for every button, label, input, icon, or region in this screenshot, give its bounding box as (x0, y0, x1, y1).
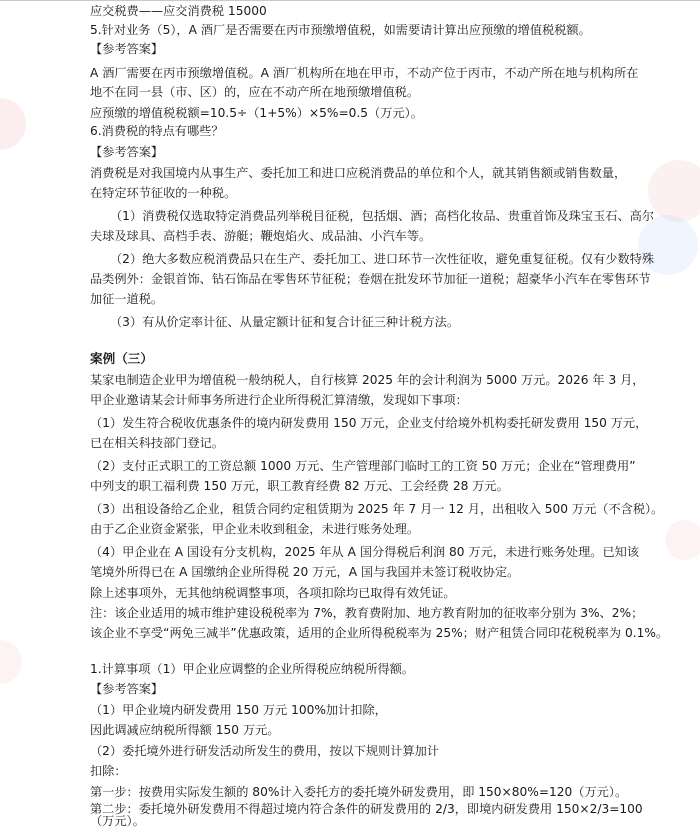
answer-line: 地不在同一县（市、区）的，应在不动产所在地预缴增值税。 (90, 85, 420, 99)
case-item-4: （4）甲企业在 A 国设有分支机构，2025 年从 A 国分得税后利润 80 万元，未进行账务处理。已知该 (90, 545, 640, 559)
case-line: 除上述事项外，无其他纳税调整事项，各项扣除均已取得有效凭证。 (90, 586, 456, 600)
case-heading: 案例（三） (90, 351, 153, 366)
question-6: 6.消费税的特点有哪些？ (90, 124, 224, 138)
question-5: 5.针对业务（5），A 酒厂是否需要在丙市预缴增值税，如需要请计算出应预缴的增值税税额。 (90, 23, 591, 37)
answer-heading: 【参考答案】 (90, 145, 164, 159)
answer-line: （1）甲企业境内研发费用 150 万元 100%加计扣除， (90, 703, 387, 717)
answer-line: 夫球及球具、高档手表、游艇；鞭炮焰火、成品油、小汽车等。 (90, 229, 432, 243)
answer-line: （1）消费税仅选取特定消费品列举税目征税，包括烟、酒；高档化妆品、贵重首饰及珠宝玉石、高尔 (110, 209, 655, 223)
answer-line: 因此调减应纳税所得额 150 万元。 (90, 723, 280, 737)
answer-line: （2）委托境外进行研发活动所发生的费用，按以下规则计算加计 (90, 744, 440, 758)
case-note: 注：该企业适用的城市维护建设税税率为 7%，教育费附加、地方教育附加的征收率分别为 3%、2%； (90, 606, 644, 620)
case-line: 某家电制造企业甲为增值税一般纳税人，自行核算 2025 年的会计利润为 5000 万元。2026 年 3 月， (90, 373, 645, 387)
answer-line: 在特定环节征收的一种税。 (90, 186, 237, 200)
answer-line: （万元）。 (90, 814, 145, 828)
answer-heading: 【参考答案】 (90, 42, 164, 56)
answer-line: 应预缴的增值税税额=10.5÷（1+5%）×5%=0.5（万元）。 (90, 106, 423, 120)
answer-line: A 酒厂需要在丙市预缴增值税。A 酒厂机构所在地在甲市，不动产位于丙市，不动产所在地与机构所在 (90, 66, 639, 80)
answer-line: 第一步：按费用实际发生额的 80%计入委托方的委托境外研发费用，即 150×80%=120（万元）。 (90, 785, 628, 799)
case-line: 中列支的职工福利费 150 万元，职工教育经费 82 万元、工会经费 28 万元。 (90, 479, 509, 493)
answer-heading: 【参考答案】 (90, 682, 164, 696)
case-item-3: （3）出租设备给乙企业，租赁合同约定租赁期为 2025 年 7 月一 12 月，出租收入 500 万元（不含税）。 (90, 502, 664, 516)
answer-line: 品类例外：金银首饰、钻石饰品在零售环节征税；卷烟在批发环节加征一道税；超豪华小汽车在零售环节 (90, 272, 651, 286)
answer-line: 加征一道税。 (90, 292, 164, 306)
case-note: 该企业不享受“两免三减半”优惠政策，适用的企业所得税税率为 25%；财产租赁合同印花税税率为 0.1%。 (90, 626, 669, 640)
answer-line: （2）绝大多数应税消费品只在生产、委托加工、进口环节一次性征收，避免重复征税。仅有少数特殊 (110, 252, 655, 266)
case-line: 由于乙企业资金紧张，甲企业未收到租金，未进行账务处理。 (90, 522, 420, 536)
case-line: 甲企业邀请某会计师事务所进行企业所得税汇算清缴，发现如下事项： (90, 393, 468, 407)
answer-line: （3）有从价定率计征、从量定额计征和复合计征三种计税方法。 (110, 315, 460, 329)
answer-line: 扣除： (90, 764, 127, 778)
case-line: 已在相关科技部门登记。 (90, 436, 225, 450)
case-item-1: （1）发生符合税收优惠条件的境内研发费用 150 万元，企业支付给境外机构委托研发费用 150 万元， (90, 416, 648, 430)
answer-line: 第二步：委托境外研发费用不得超过境内符合条件的研发费用的 2/3，即境内研发费用 150×2/3=100 (90, 802, 643, 816)
answer-line: 消费税是对我国境内从事生产、委托加工和进口应税消费品的单位和个人，就其销售额或销售数量， (90, 166, 627, 180)
case-item-2: （2）支付正式职工的工资总额 1000 万元、生产管理部门临时工的工资 50 万元；企业在“管理费用” (90, 459, 636, 473)
case-line: 笔境外所得已在 A 国缴纳企业所得税 20 万元，A 国与我国并未签订税收协定。 (90, 565, 520, 579)
line-1: 应交税费——应交消费税 15000 (90, 4, 267, 18)
question-1: 1.计算事项（1）甲企业应调整的企业所得税应纳税所得额。 (90, 662, 415, 676)
